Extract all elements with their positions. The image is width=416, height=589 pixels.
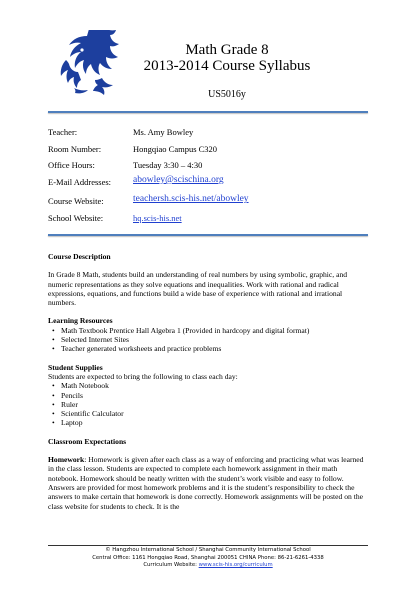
school-website-link[interactable]: hq.scis-his.net xyxy=(133,213,182,223)
teacher-value: Ms. Amy Bowley xyxy=(133,127,194,137)
student-supplies-list xyxy=(48,381,368,427)
school-website-label: School Website: xyxy=(48,213,104,223)
info-divider xyxy=(48,234,368,236)
course-code: US5016y xyxy=(208,89,246,100)
email-link[interactable]: abowley@scischina.org xyxy=(133,175,224,185)
list-item: • Teacher generated worksheets and practice problems xyxy=(61,344,368,353)
room-label: Room Number: xyxy=(48,144,102,154)
student-supplies-heading: Student Supplies xyxy=(48,362,103,372)
footer-curriculum xyxy=(48,562,368,570)
homework-label: Homework xyxy=(48,455,85,465)
footer-divider xyxy=(48,545,368,546)
teacher-label: Teacher: xyxy=(48,127,78,137)
homework-text: : Homework is given after each class as a way of enforcing and practicing what was learned in the class lesson. Students are expected to complete each homework assignment in their math notebook. Homework should be neatly written with the student’s work visible and easy to follow. Answers are provided for most homework problems and it is the student’s responsibility to check the answers to make certain that homework is done correctly. Homework assignments will be posted on the class website for students to check. It is the xyxy=(48,455,364,511)
document-title xyxy=(140,42,314,74)
list-item: • Selected Internet Sites xyxy=(61,335,368,344)
footer-curriculum-label: Curriculum Website: xyxy=(143,562,199,568)
homework-paragraph xyxy=(48,455,368,511)
office-hours-label: Office Hours: xyxy=(48,160,95,170)
footer-copyright: © Hangzhou International School / Shanghai Community International School xyxy=(105,547,311,553)
list-item: • Laptop xyxy=(61,418,368,427)
learning-resources-list xyxy=(48,326,368,354)
page-footer xyxy=(48,547,368,570)
curriculum-website-link[interactable]: www.scis-his.org/curriculum xyxy=(198,562,273,568)
classroom-expectations-heading: Classroom Expectations xyxy=(48,436,127,446)
header-divider xyxy=(48,111,368,113)
list-item: • Pencils xyxy=(61,391,368,400)
title-line-course: Math Grade 8 xyxy=(185,42,269,58)
course-description-text: In Grade 8 Math, students build an understanding of real numbers by using symbolic, graphic, and numeric representations as they solve equations and inequalities. Work with rational and radical expressions, equations, and functions build a wide base of experience with rational and irrational numbers. xyxy=(48,270,348,308)
course-description-heading: Course Description xyxy=(48,252,111,261)
syllabus-body xyxy=(48,252,368,511)
list-item: • Ruler xyxy=(61,400,368,409)
student-supplies-intro: Students are expected to bring the following to class each day: xyxy=(48,371,238,381)
footer-address: Central Office: 1161 Hongqiao Road, Shanghai 200051 CHINA Phone: 86-21-6261-4338 xyxy=(92,554,324,561)
email-label: E-Mail Addresses: xyxy=(48,177,112,187)
learning-resources-heading: Learning Resources xyxy=(48,316,113,326)
list-item: • Math Textbook Prentice Hall Algebra 1 (Provided in hardcopy and digital format) xyxy=(61,326,368,335)
list-item: • Scientific Calculator xyxy=(61,409,368,418)
room-value: Hongqiao Campus C320 xyxy=(133,144,218,154)
title-line-syllabus: 2013-2014 Course Syllabus xyxy=(143,58,311,74)
course-website-label: Course Website: xyxy=(48,196,104,206)
office-hours-value: Tuesday 3:30 – 4:30 xyxy=(133,160,203,170)
course-website-link[interactable]: teachersh.scis-his.net/abowley xyxy=(133,194,249,204)
dragon-logo-icon xyxy=(52,30,122,98)
list-item: • Math Notebook xyxy=(61,381,368,390)
